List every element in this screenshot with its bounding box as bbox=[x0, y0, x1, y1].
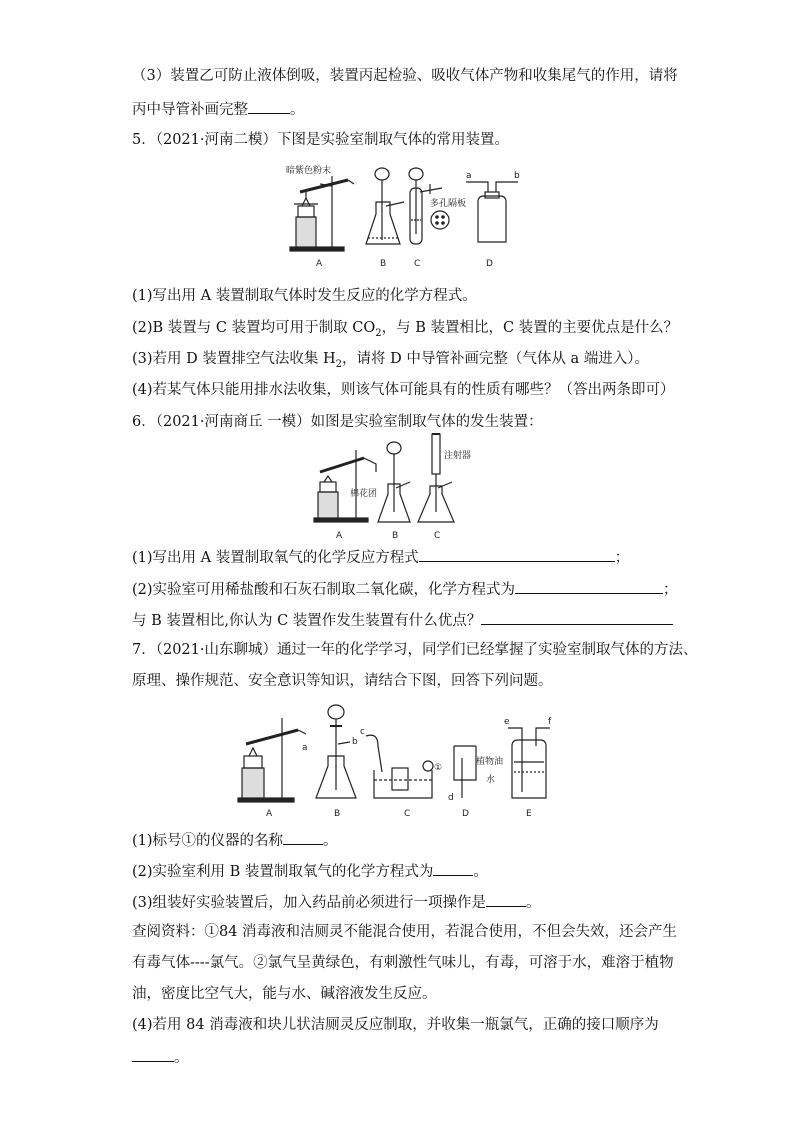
q4-part3-line1: （3）装置乙可防止液体倒吸，装置丙起检验、吸收气体产物和收集尾气的作用，请将 bbox=[132, 68, 678, 84]
q5-apparatus-d bbox=[466, 182, 518, 242]
label-circle-1: ① bbox=[434, 763, 443, 773]
q6-sub1: (1)写出用 A 装置制取氧气的化学反应方程式 ； bbox=[132, 546, 629, 568]
q7-apparatus-a bbox=[238, 718, 306, 802]
q7-info-3: 油，密度比空气大，能与水、碱溶液发生反应。 bbox=[132, 986, 437, 1002]
q6-sub2b: 与 B 装置相比,你认为 C 装置作发生装置有什么优点？ bbox=[132, 609, 673, 631]
port-a-label: a bbox=[302, 743, 308, 753]
q7-sub3: (3)组装好实验装置后，加入药品前必须进行一项操作是 。 bbox=[132, 891, 541, 913]
q7-info-1: 查阅资料：①84 消毒液和洁厕灵不能混合使用，若混合使用，不但会失效，还会产生 bbox=[132, 924, 678, 940]
q5-sub2: (2)B 装置与 C 装置均可用于制取 $CO_2$，与 B 装置相比，C 装置的主要优点是什么？ bbox=[132, 320, 679, 339]
q7-stem-1: 7．（2021·山东聊城）通过一年的化学学习，同学们已经掌握了实验室制取气体的方法、 bbox=[132, 642, 698, 658]
q7-info-2: 有毒气体----氯气。②氯气呈黄绿色，有刺激性气味儿，有毒，可溶于水，难溶于植物 bbox=[132, 955, 674, 971]
caption-c: C bbox=[414, 259, 421, 269]
caption-a: A bbox=[336, 531, 343, 541]
caption-c: C bbox=[434, 531, 441, 541]
q7-apparatus-d bbox=[454, 746, 476, 798]
port-c-label: c bbox=[360, 727, 365, 737]
q5-sub1: (1)写出用 A 装置制取气体时发生反应的化学方程式。 bbox=[132, 288, 477, 304]
water-label: 水 bbox=[486, 775, 496, 785]
caption-c: C bbox=[404, 809, 411, 819]
answer-blank[interactable] bbox=[283, 829, 323, 845]
q7-apparatus-c bbox=[366, 735, 433, 798]
q5-sub3: (3)若用 D 装置排空气法收集 $H_2$，请将 D 中导管补画完整（气体从 a 端进入）。 bbox=[132, 351, 649, 370]
q7-apparatus-b bbox=[316, 705, 356, 798]
caption-b: B bbox=[334, 809, 341, 819]
caption-b: B bbox=[392, 531, 399, 541]
answer-blank[interactable] bbox=[419, 546, 615, 562]
answer-blank[interactable] bbox=[481, 609, 673, 625]
caption-b: B bbox=[380, 259, 387, 269]
q6-apparatus-b bbox=[378, 442, 410, 522]
q4-part3-text: 丙中导管补画完整 bbox=[132, 102, 248, 118]
caption-e: E bbox=[526, 809, 532, 819]
q5-apparatus-a bbox=[290, 176, 354, 251]
port-b-label: b bbox=[352, 737, 358, 747]
q5-stem: 5．（2021·河南二模）下图是实验室制取气体的常用装置。 bbox=[132, 132, 509, 148]
caption-a: A bbox=[266, 809, 273, 819]
answer-blank[interactable] bbox=[248, 98, 290, 114]
port-b-label: b bbox=[514, 171, 520, 181]
syringe-label: 注射器 bbox=[444, 451, 472, 461]
port-f-label: f bbox=[548, 717, 552, 727]
answer-blank[interactable] bbox=[433, 860, 473, 876]
q6-figure bbox=[306, 432, 496, 542]
q7-figure bbox=[232, 702, 562, 822]
q7-sub1: (1)标号①的仪器的名称 。 bbox=[132, 829, 338, 851]
port-a-label: a bbox=[466, 171, 472, 181]
q7-sub4: (4)若用 84 消毒液和块儿状洁厕灵反应制取，并收集一瓶氯气，正确的接口顺序为 bbox=[132, 1017, 659, 1033]
answer-blank[interactable] bbox=[486, 891, 526, 907]
q6-apparatus-c bbox=[418, 434, 454, 522]
cotton-label: 棉花团 bbox=[350, 489, 378, 499]
answer-blank[interactable] bbox=[132, 1046, 174, 1062]
powder-label: 暗紫色粉末 bbox=[286, 166, 332, 176]
answer-blank[interactable] bbox=[515, 578, 663, 594]
caption-d: D bbox=[486, 259, 493, 269]
q6-sub2: (2)实验室可用稀盐酸和石灰石制取二氧化碳，化学方程式为 ； bbox=[132, 578, 678, 600]
q6-apparatus-a bbox=[314, 450, 376, 522]
q5-apparatus-b bbox=[366, 168, 404, 244]
q5-sub4: (4)若某气体只能用排水法收集，则该气体可能具有的性质有哪些？（答出两条即可） bbox=[132, 382, 675, 398]
port-d-label: d bbox=[448, 793, 454, 803]
q4-part3-line2: 丙中导管补画完整 。 bbox=[132, 98, 305, 120]
oil-label: 植物油 bbox=[476, 757, 504, 767]
caption-d: D bbox=[462, 809, 469, 819]
caption-a: A bbox=[316, 259, 323, 269]
q6-stem: 6．（2021·河南商丘 一模）如图是实验室制取气体的发生装置： bbox=[132, 414, 543, 430]
q7-stem-2: 原理、操作规范、安全意识等知识，请结合下图，回答下列问题。 bbox=[132, 673, 553, 689]
q7-sub4-answer: 。 bbox=[132, 1046, 189, 1068]
q7-apparatus-e bbox=[508, 728, 550, 798]
port-e-label: e bbox=[504, 717, 510, 727]
porous-plate-label: 多孔隔板 bbox=[430, 199, 467, 209]
q7-sub2: (2)实验室利用 B 装置制取氧气的化学方程式为 。 bbox=[132, 860, 488, 882]
q5-figure bbox=[280, 162, 530, 274]
